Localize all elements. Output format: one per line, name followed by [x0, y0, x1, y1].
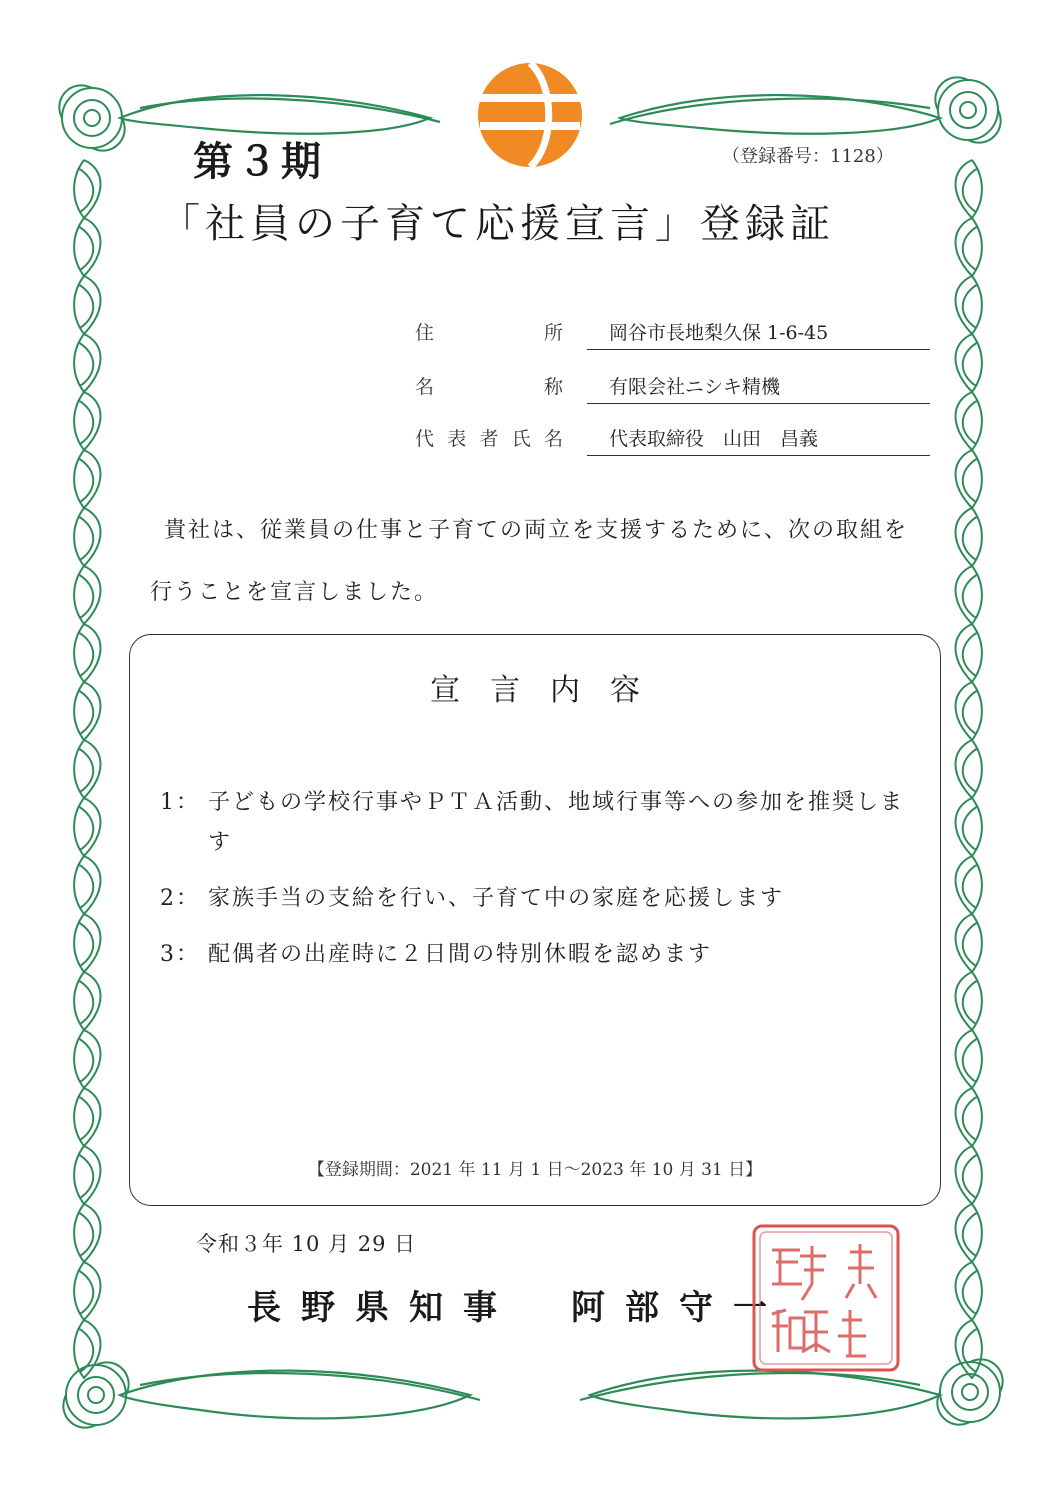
company-name-row: [415, 366, 930, 406]
representative-label: 代 表 者 氏 名: [415, 428, 565, 450]
declaration-list: [160, 783, 916, 991]
declaration-item: [160, 783, 916, 863]
address-value: 岡谷市長地梨久保 1-6-45: [587, 312, 930, 350]
intro-line-1: 貴社は、従業員の仕事と子育ての両立を支援するために、次の取組を: [164, 518, 909, 543]
prefecture-emblem-icon: [475, 60, 585, 170]
declaration-item-number: 3：: [160, 942, 200, 967]
registration-number: （登録番号：1128）: [722, 146, 894, 167]
intro-line-2: 行うことを宣言しました。: [150, 580, 439, 605]
intro-paragraph: [150, 500, 950, 624]
declaration-item-text: 子どもの学校行事やＰＴＡ活動、地域行事等への参加を推奨します: [208, 790, 905, 855]
signer-name: 長野県知事 阿部守一: [247, 1288, 787, 1328]
company-name-value: 有限会社ニシキ精機: [587, 366, 930, 404]
registration-period: 【登録期間：2021 年 11 月 1 日～2023 年 10 月 31 日】: [307, 1160, 763, 1180]
declaration-item-text: 家族手当の支給を行い、子育て中の家庭を応援します: [208, 886, 785, 911]
representative-value: 代表取締役 山田 昌義: [587, 418, 930, 456]
declaration-box: [129, 634, 941, 1206]
certificate-title: 「社員の子育て応援宣言」登録証: [160, 201, 835, 247]
company-name-label: 名 称: [415, 376, 565, 398]
declaration-item: [160, 879, 916, 919]
address-label: 住 所: [415, 322, 565, 344]
declaration-item: [160, 935, 916, 975]
declaration-item-text: 配偶者の出産時に２日間の特別休暇を認めます: [208, 942, 713, 967]
address-row: [415, 312, 930, 352]
edition-label: 第３期: [193, 138, 325, 185]
issue-date: 令和３年 10 月 29 日: [196, 1232, 417, 1256]
declaration-item-number: 2：: [160, 886, 200, 911]
official-seal-icon: [750, 1222, 902, 1374]
declaration-item-number: 1：: [160, 790, 200, 815]
representative-row: [415, 418, 930, 458]
declaration-heading: 宣言内容: [430, 673, 670, 708]
